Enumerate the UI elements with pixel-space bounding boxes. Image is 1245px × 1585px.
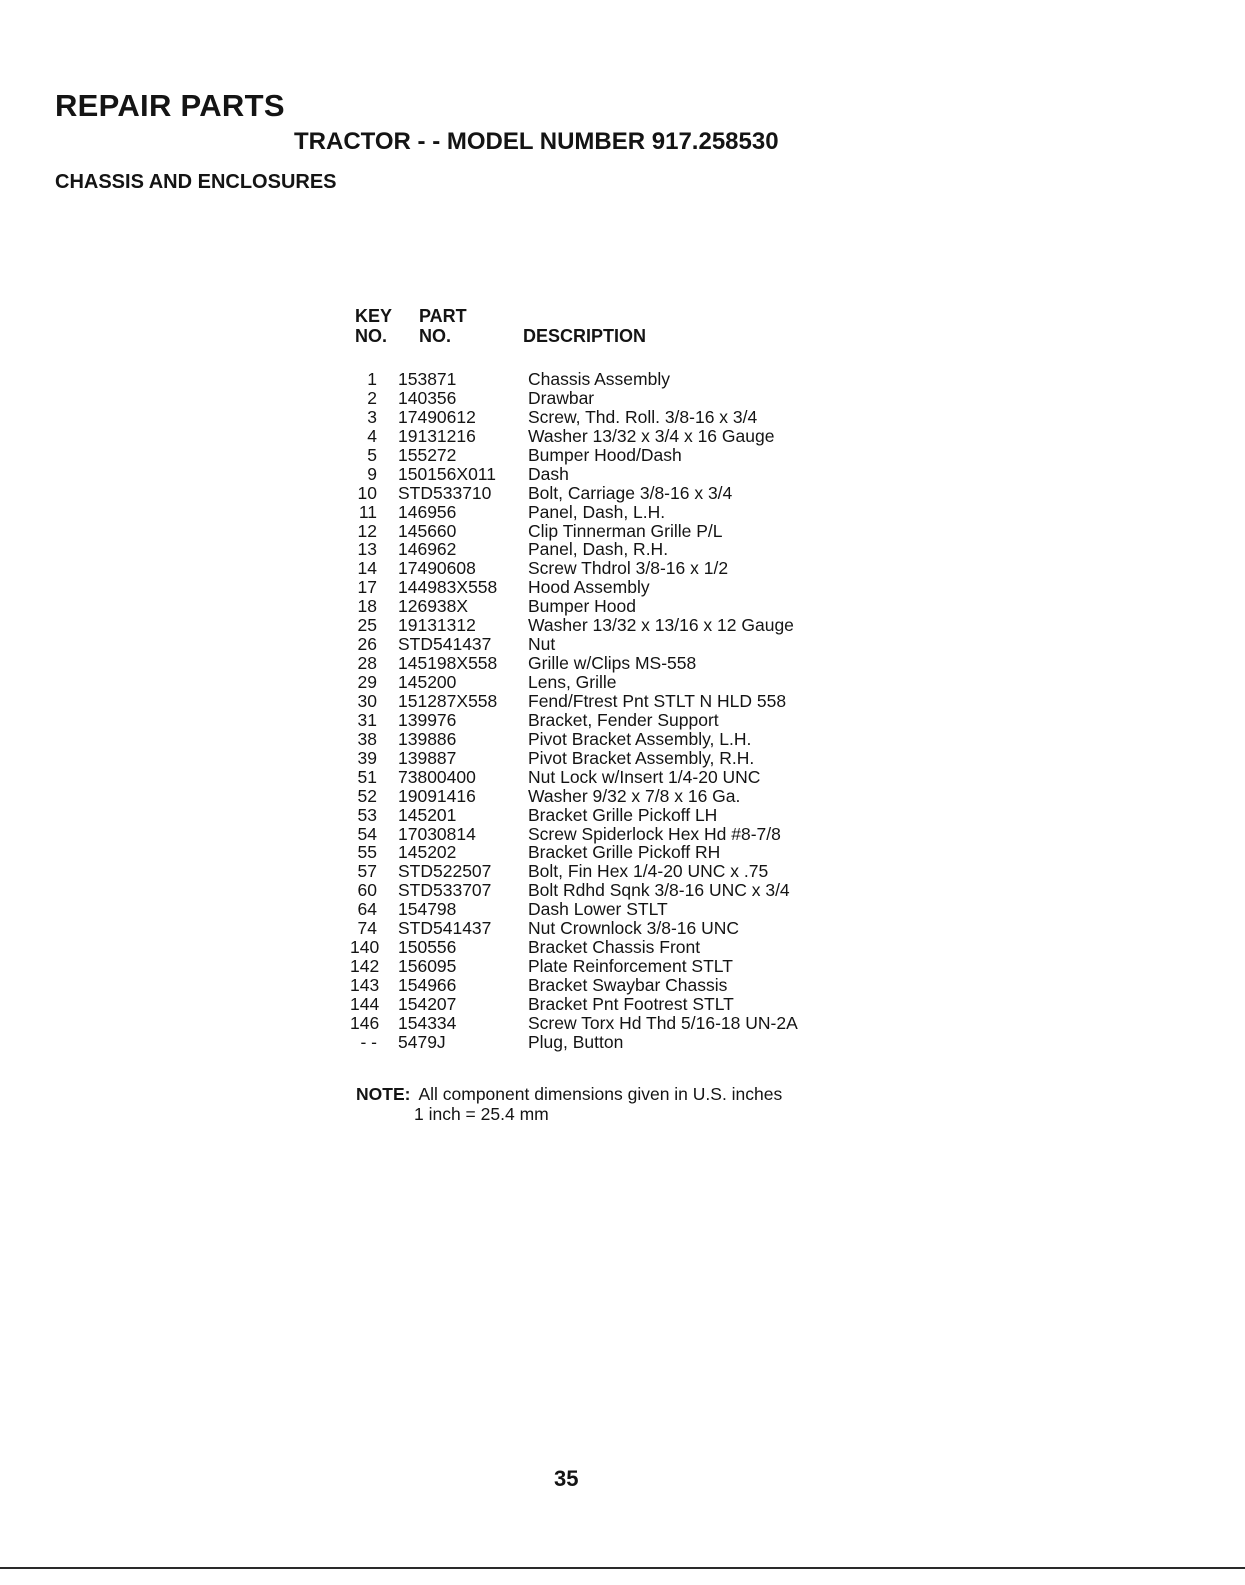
section-heading: CHASSIS AND ENCLOSURES — [55, 171, 337, 193]
parts-row — [350, 692, 870, 711]
description-cell: Pivot Bracket Assembly, L.H. — [528, 728, 752, 749]
key-no-cell: 12 — [357, 520, 377, 541]
parts-row — [350, 673, 870, 692]
key-no-header-line2: NO. — [355, 326, 388, 346]
description-cell: Washer 9/32 x 7/8 x 16 Ga. — [528, 785, 741, 806]
description-cell: Bumper Hood/Dash — [528, 444, 682, 465]
parts-row — [350, 465, 870, 484]
part-no-cell: 144983X558 — [398, 577, 498, 598]
key-no-cell: 18 — [357, 596, 377, 617]
part-no-cell: 145202 — [398, 842, 457, 863]
description-cell: Drawbar — [528, 387, 595, 408]
key-no-cell: - - — [360, 1031, 377, 1052]
parts-row — [350, 825, 870, 844]
description-cell: Dash Lower STLT — [528, 899, 668, 920]
key-no-cell: 64 — [357, 899, 377, 920]
description-cell: Grille w/Clips MS-558 — [528, 653, 697, 674]
key-no-cell: 142 — [350, 956, 380, 977]
parts-row — [350, 540, 870, 559]
description-cell: Dash — [528, 463, 569, 484]
part-no-cell: 154207 — [398, 993, 457, 1014]
description-cell: Pivot Bracket Assembly, R.H. — [528, 747, 755, 768]
parts-row — [350, 635, 870, 654]
parts-row — [350, 843, 870, 862]
note-line2: 1 inch = 25.4 mm — [414, 1104, 549, 1124]
part-no-cell: STD541437 — [398, 634, 492, 655]
key-no-cell: 10 — [357, 482, 377, 503]
description-cell: Bracket Pnt Footrest STLT — [528, 993, 734, 1014]
part-no-header-line1: PART — [419, 306, 467, 326]
part-no-cell: 145198X558 — [398, 653, 498, 674]
part-no-header-line2: NO. — [419, 326, 452, 346]
description-cell: Nut Lock w/Insert 1/4-20 UNC — [528, 766, 761, 787]
part-no-cell: 156095 — [398, 956, 457, 977]
part-no-cell: STD533710 — [398, 482, 492, 503]
part-no-cell: 17490608 — [398, 558, 476, 579]
parts-row — [350, 427, 870, 446]
parts-row — [350, 768, 870, 787]
part-no-cell: 145200 — [398, 672, 457, 692]
description-cell: Bumper Hood — [528, 596, 636, 617]
part-no-cell: 145201 — [398, 804, 457, 825]
parts-row — [350, 559, 870, 578]
key-no-cell: 5 — [367, 444, 377, 465]
description-cell: Bolt Rdhd Sqnk 3/8-16 UNC x 3/4 — [528, 880, 790, 901]
part-no-cell: 126938X — [398, 596, 469, 617]
description-cell: Bracket Chassis Front — [528, 937, 701, 958]
bottom-rule — [0, 1567, 1245, 1569]
part-no-cell: 140356 — [398, 387, 457, 408]
key-no-cell: 55 — [357, 842, 377, 863]
part-no-cell: STD522507 — [398, 861, 492, 882]
parts-row — [350, 900, 870, 919]
description-cell: Plate Reinforcement STLT — [528, 956, 733, 977]
part-no-cell: 19091416 — [398, 785, 476, 806]
parts-row — [350, 522, 870, 541]
part-no-cell: 154798 — [398, 899, 457, 920]
key-no-cell: 54 — [357, 823, 377, 844]
parts-row — [350, 1033, 870, 1052]
key-no-cell: 143 — [350, 975, 380, 995]
parts-row — [350, 578, 870, 597]
part-no-cell: 151287X558 — [398, 690, 498, 711]
parts-row — [350, 408, 870, 427]
part-no-cell: 139976 — [398, 709, 457, 730]
key-no-cell: 26 — [357, 634, 377, 655]
parts-row — [350, 995, 870, 1014]
description-cell: Plug, Button — [528, 1031, 624, 1052]
part-no-cell: 145660 — [398, 520, 457, 541]
part-no-cell: 154966 — [398, 975, 457, 995]
key-no-cell: 51 — [357, 766, 377, 787]
key-no-cell: 30 — [357, 690, 377, 711]
description-cell: Screw, Thd. Roll. 3/8-16 x 3/4 — [528, 406, 758, 427]
page-title: REPAIR PARTS — [55, 88, 285, 123]
key-no-cell: 25 — [357, 615, 377, 636]
part-no-cell: STD541437 — [398, 918, 492, 939]
part-no-cell: 139887 — [398, 747, 457, 768]
parts-row — [350, 597, 870, 616]
key-no-cell: 39 — [357, 747, 377, 768]
parts-row — [350, 446, 870, 465]
key-no-cell: 17 — [357, 577, 377, 598]
part-no-cell: 155272 — [398, 444, 457, 465]
description-cell: Washer 13/32 x 3/4 x 16 Gauge — [528, 425, 775, 446]
parts-row — [350, 862, 870, 881]
key-no-cell: 53 — [357, 804, 377, 825]
description-cell: Washer 13/32 x 13/16 x 12 Gauge — [528, 615, 794, 636]
key-no-cell: 57 — [357, 861, 377, 882]
part-no-cell: 146956 — [398, 501, 457, 522]
description-cell: Nut Crownlock 3/8-16 UNC — [528, 918, 740, 939]
description-cell: Chassis Assembly — [528, 369, 670, 389]
key-no-cell: 11 — [358, 501, 377, 522]
description-cell: Bracket Swaybar Chassis — [528, 975, 728, 995]
part-no-cell: 5479J — [398, 1031, 446, 1052]
parts-row — [350, 806, 870, 825]
key-no-cell: 31 — [357, 709, 377, 730]
parts-row — [350, 976, 870, 995]
key-no-cell: 28 — [357, 653, 377, 674]
description-cell: Screw Thdrol 3/8-16 x 1/2 — [528, 558, 729, 579]
key-no-cell: 13 — [357, 539, 377, 560]
description-cell: Hood Assembly — [528, 577, 650, 598]
part-no-cell: 154334 — [398, 1012, 457, 1033]
part-no-cell: 139886 — [398, 728, 457, 749]
key-no-cell: 9 — [367, 463, 377, 484]
parts-list — [350, 370, 870, 1052]
parts-row — [350, 938, 870, 957]
key-no-cell: 14 — [357, 558, 377, 579]
model-number-heading: TRACTOR - - MODEL NUMBER 917.258530 — [294, 128, 779, 155]
parts-row — [350, 919, 870, 938]
key-no-cell: 4 — [367, 425, 377, 446]
page-number: 35 — [554, 1466, 579, 1491]
note-label: NOTE: — [356, 1084, 411, 1104]
description-cell: Bracket Grille Pickoff RH — [528, 842, 721, 863]
parts-row — [350, 370, 870, 389]
description-header: DESCRIPTION — [523, 326, 647, 346]
key-no-cell: 38 — [357, 728, 377, 749]
part-no-cell: 153871 — [398, 369, 457, 389]
note-line1: All component dimensions given in U.S. inches — [418, 1084, 783, 1104]
description-cell: Lens, Grille — [528, 672, 617, 692]
part-no-cell: STD533707 — [398, 880, 492, 901]
description-cell: Nut — [528, 634, 556, 655]
key-no-cell: 144 — [350, 993, 380, 1014]
parts-row — [350, 957, 870, 976]
parts-row — [350, 654, 870, 673]
description-cell: Panel, Dash, R.H. — [528, 539, 669, 560]
description-cell: Screw Spiderlock Hex Hd #8-7/8 — [528, 823, 781, 844]
description-cell: Fend/Ftrest Pnt STLT N HLD 558 — [528, 690, 787, 711]
description-cell: Bracket, Fender Support — [528, 709, 719, 730]
description-cell: Screw Torx Hd Thd 5/16-18 UN-2A — [528, 1012, 798, 1033]
parts-row — [350, 616, 870, 635]
parts-row — [350, 881, 870, 900]
part-no-cell: 17030814 — [398, 823, 476, 844]
key-no-header-line1: KEY — [355, 306, 393, 326]
dimensions-note — [356, 1084, 782, 1124]
part-no-cell: 146962 — [398, 539, 457, 560]
key-no-cell: 2 — [367, 387, 377, 408]
part-no-cell: 19131216 — [398, 425, 476, 446]
key-no-cell: 140 — [350, 937, 380, 958]
key-no-cell: 29 — [357, 672, 377, 692]
parts-row — [350, 749, 870, 768]
parts-row — [350, 484, 870, 503]
parts-row — [350, 711, 870, 730]
parts-row — [350, 1014, 870, 1033]
key-no-cell: 52 — [357, 785, 377, 806]
description-cell: Bolt, Carriage 3/8-16 x 3/4 — [528, 482, 733, 503]
part-no-cell: 73800400 — [398, 766, 476, 787]
description-cell: Bracket Grille Pickoff LH — [528, 804, 718, 825]
key-no-cell: 146 — [350, 1012, 380, 1033]
part-no-cell: 150556 — [398, 937, 457, 958]
key-no-cell: 60 — [357, 880, 377, 901]
parts-row — [350, 787, 870, 806]
parts-row — [350, 730, 870, 749]
description-cell: Clip Tinnerman Grille P/L — [528, 520, 723, 541]
part-no-cell: 17490612 — [398, 406, 476, 427]
key-no-cell: 3 — [367, 406, 377, 427]
parts-row — [350, 389, 870, 408]
description-cell: Bolt, Fin Hex 1/4-20 UNC x .75 — [528, 861, 769, 882]
parts-row — [350, 503, 870, 522]
description-cell: Panel, Dash, L.H. — [528, 501, 666, 522]
part-no-cell: 150156X011 — [398, 463, 496, 484]
key-no-cell: 74 — [357, 918, 377, 939]
part-no-cell: 19131312 — [398, 615, 476, 636]
key-no-cell: 1 — [367, 369, 377, 389]
